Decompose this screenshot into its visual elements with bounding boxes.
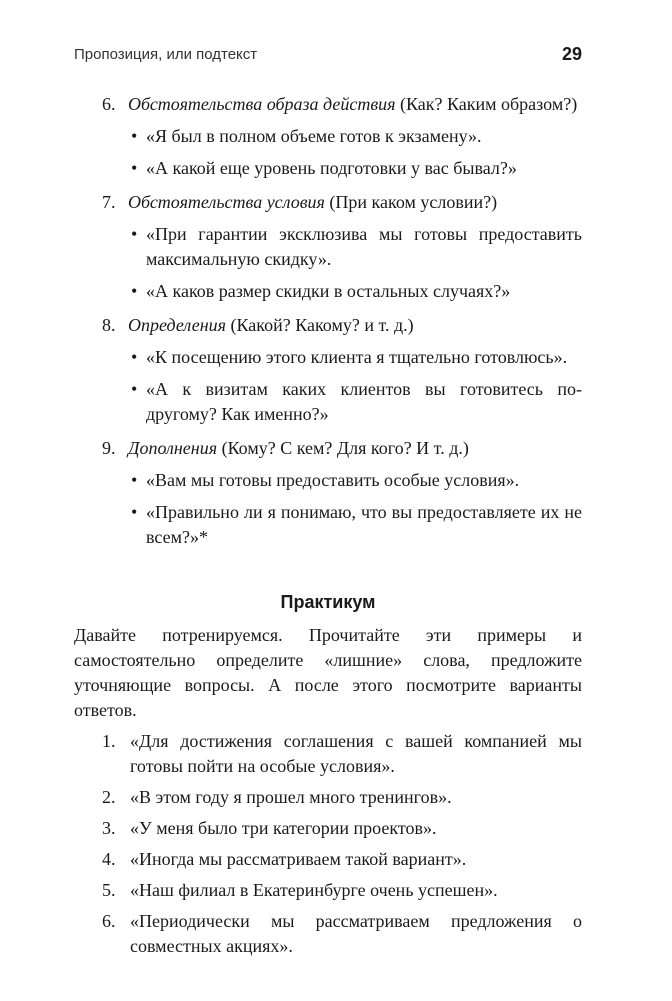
item-number: 6. xyxy=(102,94,116,114)
bullet-icon: • xyxy=(131,281,138,301)
bullet-icon: • xyxy=(131,347,138,367)
practicum-intro: Давайте потренируемся. Прочитайте эти примеры и самостоятельно определите «лишние» слова, предложите уточняющие вопросы. А после этого посмотрите варианты ответов. xyxy=(74,625,582,720)
item-questions: (При каком условии?) xyxy=(329,192,498,212)
example-item xyxy=(74,785,582,810)
example-item xyxy=(74,729,582,779)
bullet-item xyxy=(74,124,582,149)
bullet-text: «А к визитам каких клиентов вы готовитесь по-другому? Как именно?» xyxy=(146,379,582,424)
bullet-icon: • xyxy=(131,470,138,490)
example-number: 5. xyxy=(102,880,116,900)
bullet-item xyxy=(74,500,582,550)
bullet-text: «Я был в полном объеме готов к экзамену». xyxy=(146,126,482,146)
list-item xyxy=(74,436,582,461)
list-item xyxy=(74,313,582,338)
bullet-icon: • xyxy=(131,126,138,146)
bullet-text: «А каков размер скидки в остальных случаях?» xyxy=(146,281,511,301)
section-heading: Практикум xyxy=(280,592,376,612)
item-questions: (Кому? С кем? Для кого? И т. д.) xyxy=(221,438,469,458)
bullet-text: «А какой еще уровень подготовки у вас бывал?» xyxy=(146,158,517,178)
example-text: «У меня было три категории проектов». xyxy=(130,818,437,838)
item-number: 8. xyxy=(102,315,116,335)
example-text: «Для достижения соглашения с вашей компанией мы готовы пойти на особые условия». xyxy=(130,731,582,776)
bullet-text: «При гарантии эксклюзива мы готовы предоставить максимальную скидку». xyxy=(146,224,582,269)
item-term: Обстоятельства условия xyxy=(128,192,325,212)
item-questions: (Какой? Какому? и т. д.) xyxy=(230,315,414,335)
bullet-item xyxy=(74,377,582,427)
bullet-item xyxy=(74,468,582,493)
example-text: «Наш филиал в Екатеринбурге очень успешен». xyxy=(130,880,498,900)
example-text: «Периодически мы рассматриваем предложения о совместных акциях». xyxy=(130,911,582,956)
bullet-text: «Вам мы готовы предоставить особые условия». xyxy=(146,470,520,490)
running-title: Пропозиция, или подтекст xyxy=(74,46,258,63)
item-number: 7. xyxy=(102,192,116,212)
bullet-item xyxy=(74,279,582,304)
item-questions: (Как? Каким образом?) xyxy=(400,94,578,114)
example-item xyxy=(74,878,582,903)
example-item xyxy=(74,909,582,959)
bullet-icon: • xyxy=(131,379,138,399)
example-item xyxy=(74,847,582,872)
bullet-icon: • xyxy=(131,224,138,244)
example-item xyxy=(74,816,582,841)
example-text: «В этом году я прошел много тренингов». xyxy=(130,787,452,807)
list-item xyxy=(74,92,582,117)
example-number: 2. xyxy=(102,787,116,807)
item-term: Обстоятельства образа действия xyxy=(128,94,396,114)
example-text: «Иногда мы рассматриваем такой вариант». xyxy=(130,849,467,869)
bullet-item xyxy=(74,222,582,272)
bullet-text: «Правильно ли я понимаю, что вы предоставляете их не всем?»* xyxy=(146,502,582,547)
example-number: 1. xyxy=(102,731,116,751)
bullet-icon: • xyxy=(131,502,138,522)
example-number: 4. xyxy=(102,849,116,869)
bullet-icon: • xyxy=(131,158,138,178)
item-term: Определения xyxy=(128,315,226,335)
example-number: 6. xyxy=(102,911,116,931)
bullet-text: «К посещению этого клиента я тщательно готовлюсь». xyxy=(146,347,568,367)
bullet-item xyxy=(74,345,582,370)
bullet-item xyxy=(74,156,582,181)
page-header xyxy=(74,44,582,68)
list-item xyxy=(74,190,582,215)
example-number: 3. xyxy=(102,818,116,838)
item-number: 9. xyxy=(102,438,116,458)
page-body xyxy=(74,92,582,959)
item-term: Дополнения xyxy=(128,438,218,458)
page-number: 29 xyxy=(561,44,582,64)
